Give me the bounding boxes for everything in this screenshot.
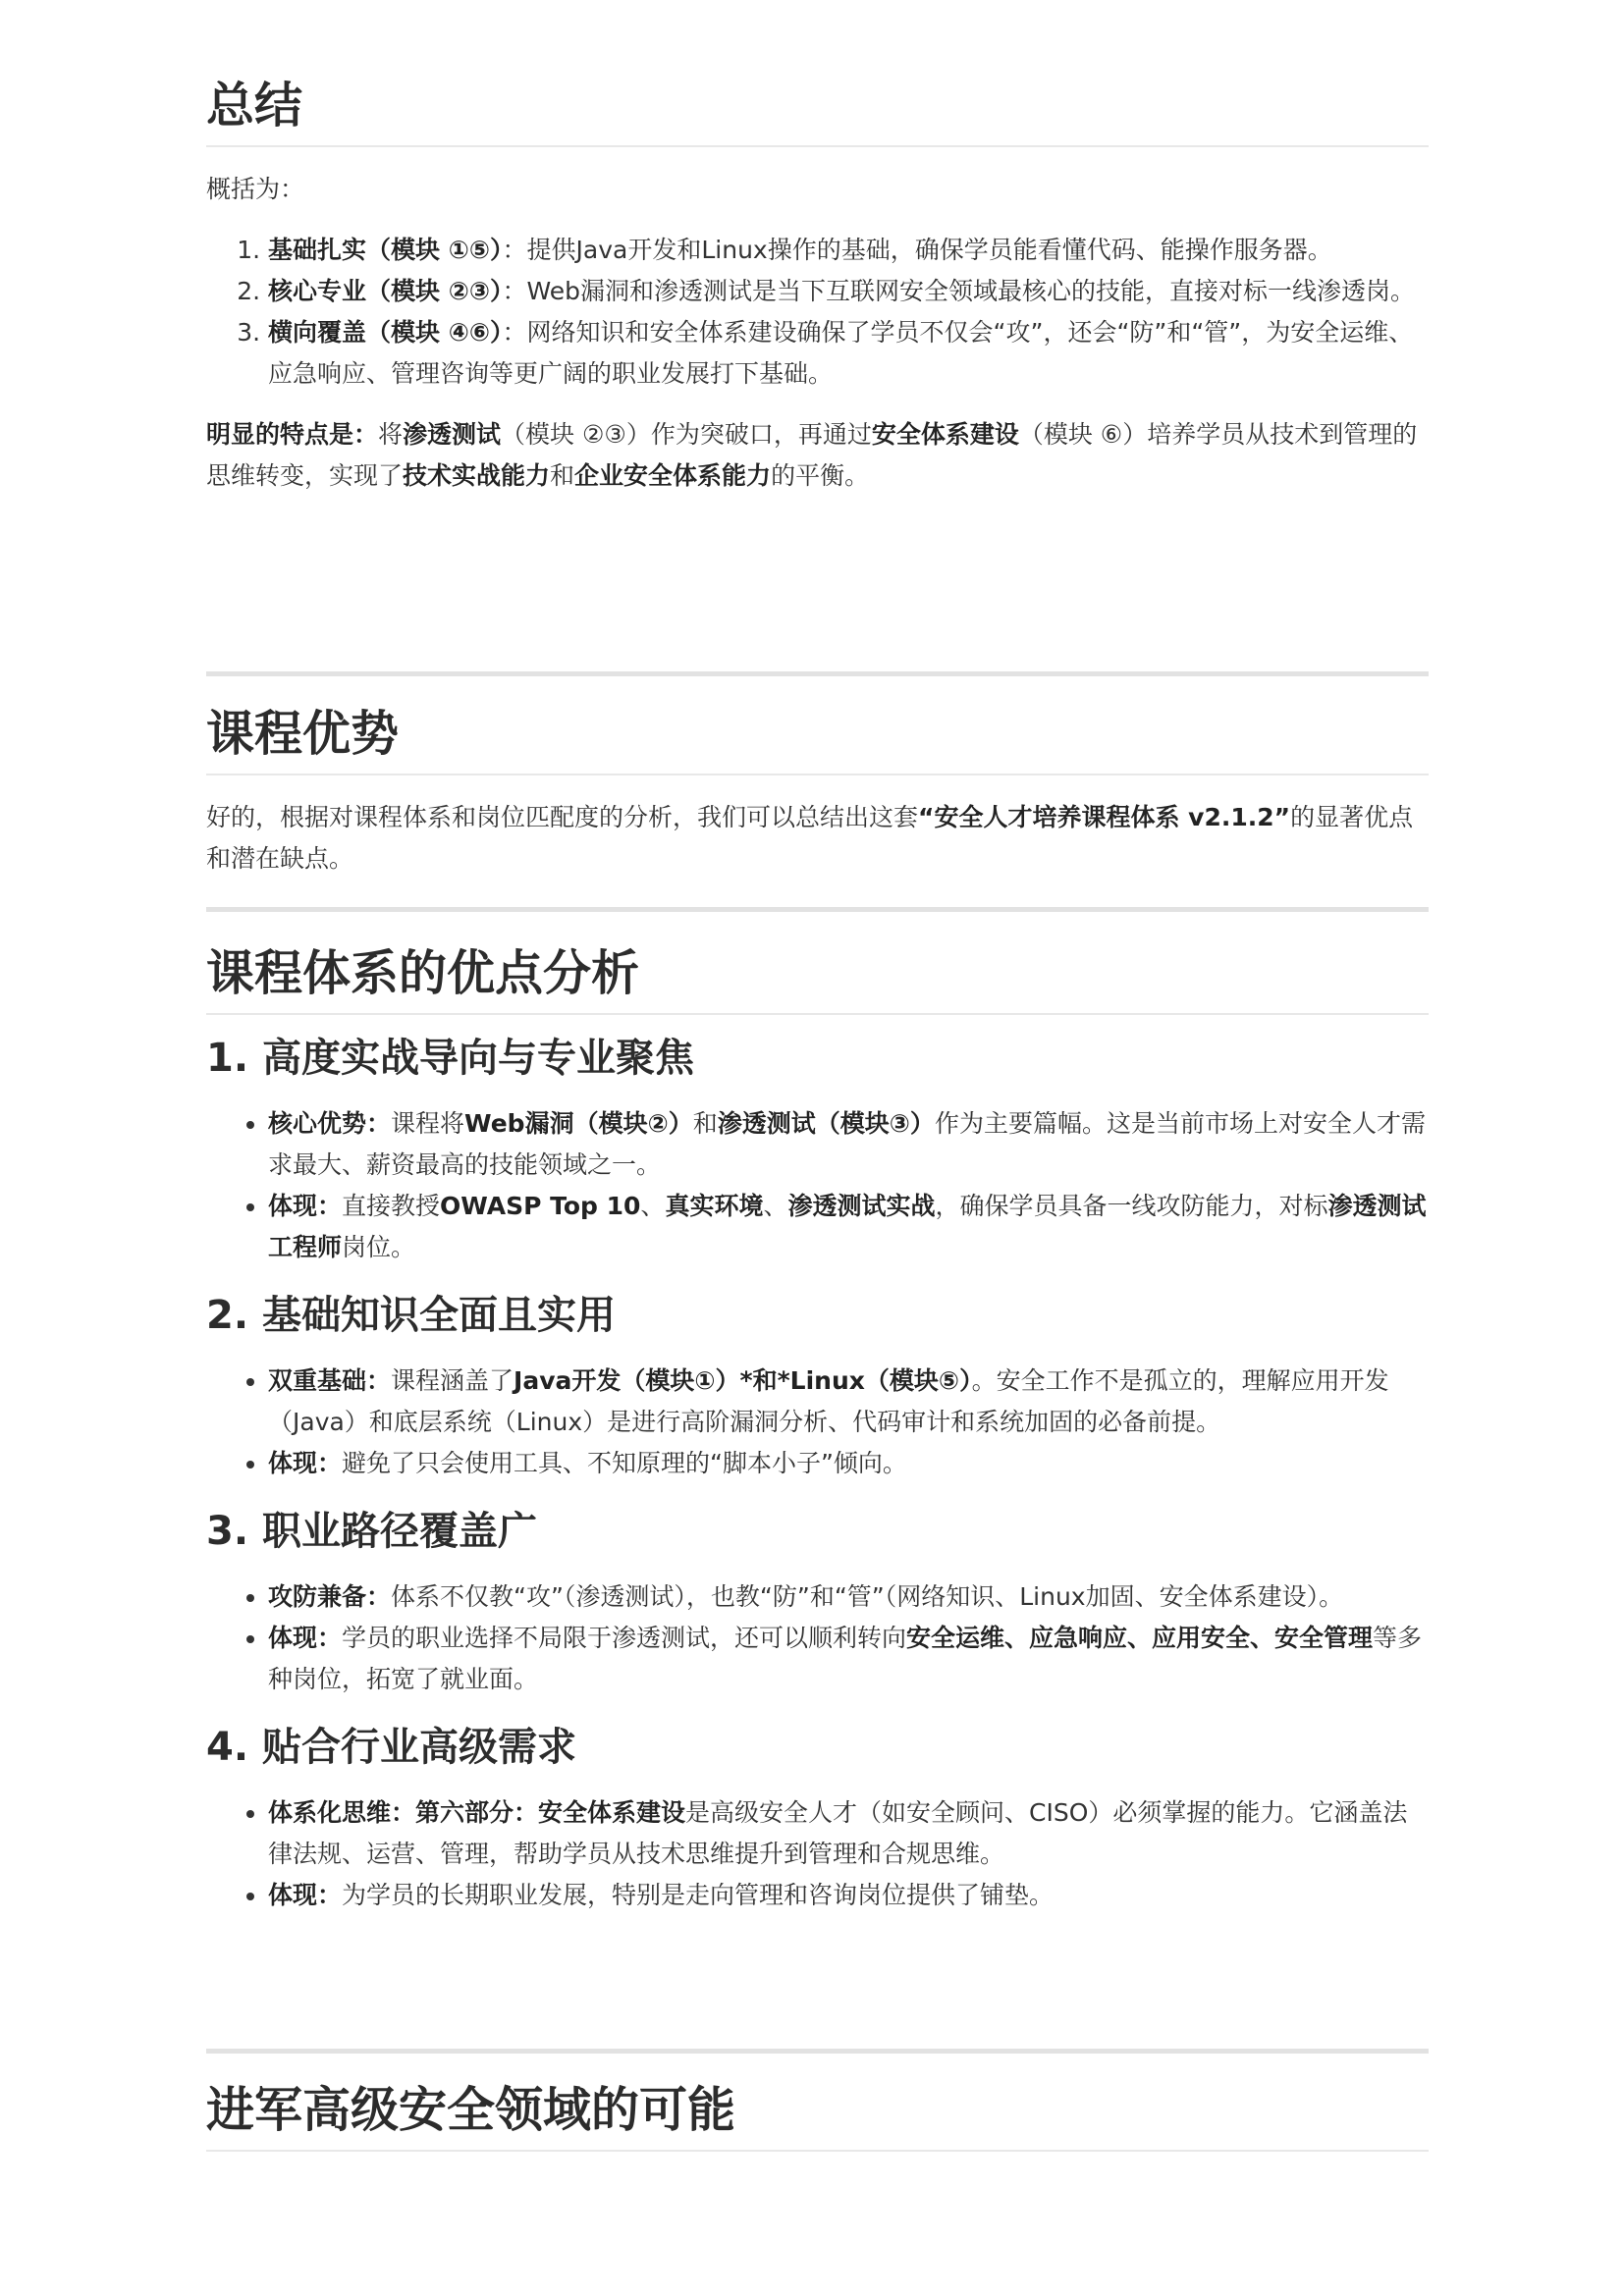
item-bold: 真实环境	[665, 1192, 764, 1220]
list-item	[268, 1186, 1429, 1268]
analysis-section	[206, 938, 1429, 1916]
list-item	[268, 1443, 1429, 1484]
item-bold: Web漏洞（模块②）	[464, 1109, 693, 1138]
feature-paragraph	[206, 414, 1429, 497]
item-text: 学员的职业选择不局限于渗透测试，还可以顺利转向	[342, 1624, 907, 1652]
item-label: 攻防兼备：	[268, 1582, 392, 1611]
advantages-text: 的显著优点和潜在缺点。	[206, 803, 1414, 873]
item-bold: 渗透测试工程师	[268, 1192, 1427, 1261]
item-text: 避免了只会使用工具、不知原理的“脚本小子”倾向。	[342, 1449, 907, 1477]
item-text: 和	[692, 1109, 718, 1138]
item-bold: 安全运维、应急响应、应用安全、安全管理	[906, 1624, 1374, 1652]
item-text: 课程将	[391, 1109, 465, 1138]
feature-text: 和	[550, 461, 575, 490]
item-text: 岗位。	[342, 1233, 416, 1261]
item-label: 体现：	[268, 1192, 343, 1220]
feature-text: 将	[378, 420, 404, 449]
advantages-heading: 课程优势	[206, 699, 1429, 775]
item-text: 直接教授	[342, 1192, 441, 1220]
feature-text: 的平衡。	[771, 461, 870, 490]
advanced-section	[206, 2075, 1429, 2152]
item-text: 。安全工作不是孤立的，理解应用开发（Java）和底层系统（Linux）是进行高阶漏洞分析、代码审计和系统加固的必备前提。	[268, 1366, 1389, 1436]
item-label: 体现：	[268, 1449, 343, 1477]
item-text: 是高级安全人才（如安全顾问、CISO）必须掌握的能力。它涵盖法律法规、运营、管理，帮助学员从技术思维提升到管理和合规思维。	[268, 1798, 1408, 1868]
item-text: ：Web漏洞和渗透测试是当下互联网安全领域最核心的技能，直接对标一线渗透岗。	[502, 277, 1416, 305]
list-item	[268, 1103, 1429, 1186]
subsection-heading: 4. 贴合行业高级需求	[206, 1725, 576, 1770]
item-text: 作为主要篇幅。这是当前市场上对安全人才需求最大、薪资最高的技能领域之一。	[268, 1109, 1426, 1179]
item-text: 体系不仅教“攻”（渗透测试），也教“防”和“管”（网络知识、Linux加固、安全体系建设）。	[391, 1582, 1344, 1611]
advanced-heading: 进军高级安全领域的可能	[206, 2075, 1429, 2152]
item-label: 核心优势：	[268, 1109, 392, 1138]
item-label: 体现：	[268, 1624, 343, 1652]
item-label: 体系化思维：	[268, 1798, 416, 1827]
list-item	[268, 230, 1429, 271]
list-item	[268, 312, 1429, 395]
item-text: ，确保学员具备一线攻防能力，对标	[935, 1192, 1328, 1220]
feature-text: （模块 ⑥）培养学员从技术到管理的思维转变，实现了	[206, 420, 1418, 490]
analysis-heading: 课程体系的优点分析	[206, 938, 1429, 1015]
bullet-list	[206, 1103, 1429, 1268]
subsection-heading: 3. 职业路径覆盖广	[206, 1509, 537, 1554]
divider	[206, 2049, 1429, 2054]
feature-text: （模块 ②③）作为突破口，再通过	[501, 420, 872, 449]
item-text: ：网络知识和安全体系建设确保了学员不仅会“攻”，还会“防”和“管”，为安全运维、应急响应、管理咨询等更广阔的职业发展打下基础。	[268, 318, 1414, 388]
list-item	[268, 271, 1429, 312]
advantages-section	[206, 699, 1429, 880]
item-bold: 核心专业（模块 ②③）	[268, 277, 503, 305]
advantages-text: 好的，根据对课程体系和岗位匹配度的分析，我们可以总结出这套	[206, 803, 919, 831]
list-item	[268, 1361, 1429, 1443]
item-label: 双重基础：	[268, 1366, 392, 1395]
feature-bold: 渗透测试	[403, 420, 502, 449]
list-item	[268, 1792, 1429, 1875]
list-item	[268, 1618, 1429, 1700]
summary-section	[206, 71, 1429, 497]
item-text: ：提供Java开发和Linux操作的基础，确保学员能看懂代码、能操作服务器。	[502, 236, 1332, 264]
item-bold: 渗透测试实战	[787, 1192, 936, 1220]
bullet-list	[206, 1361, 1429, 1484]
list-item	[268, 1875, 1429, 1916]
divider	[206, 907, 1429, 912]
summary-heading: 总结	[206, 71, 1429, 147]
feature-bold: 安全体系建设	[871, 420, 1019, 449]
item-bold: Java开发（模块①）*和*Linux（模块⑤）	[514, 1366, 972, 1395]
item-text: 为学员的长期职业发展，特别是走向管理和咨询岗位提供了铺垫。	[342, 1881, 1055, 1909]
bullet-list	[206, 1792, 1429, 1916]
course-name: “安全人才培养课程体系 v2.1.2”	[918, 803, 1291, 831]
item-bold: 横向覆盖（模块 ④⑥）	[268, 318, 503, 347]
divider	[206, 671, 1429, 676]
item-bold: 基础扎实（模块 ①⑤）	[268, 236, 503, 264]
item-bold: 渗透测试（模块③）	[717, 1109, 935, 1138]
item-bold: 第六部分：安全体系建设	[415, 1798, 686, 1827]
item-text: 、	[763, 1192, 788, 1220]
feature-label: 明显的特点是：	[206, 420, 379, 449]
item-text: 等多种岗位，拓宽了就业面。	[268, 1624, 1423, 1693]
item-text: 课程涵盖了	[391, 1366, 514, 1395]
subsection-heading: 2. 基础知识全面且实用	[206, 1293, 616, 1338]
list-item	[268, 1576, 1429, 1618]
subsection-heading: 1. 高度实战导向与专业聚焦	[206, 1036, 694, 1081]
feature-bold: 技术实战能力	[403, 461, 551, 490]
advantages-paragraph	[206, 797, 1429, 880]
item-bold: OWASP Top 10	[440, 1192, 641, 1220]
item-text: 、	[640, 1192, 666, 1220]
summary-list	[206, 230, 1429, 395]
bullet-list	[206, 1576, 1429, 1700]
item-label: 体现：	[268, 1881, 343, 1909]
feature-bold: 企业安全体系能力	[574, 461, 772, 490]
summary-intro: 概括为：	[206, 175, 305, 203]
